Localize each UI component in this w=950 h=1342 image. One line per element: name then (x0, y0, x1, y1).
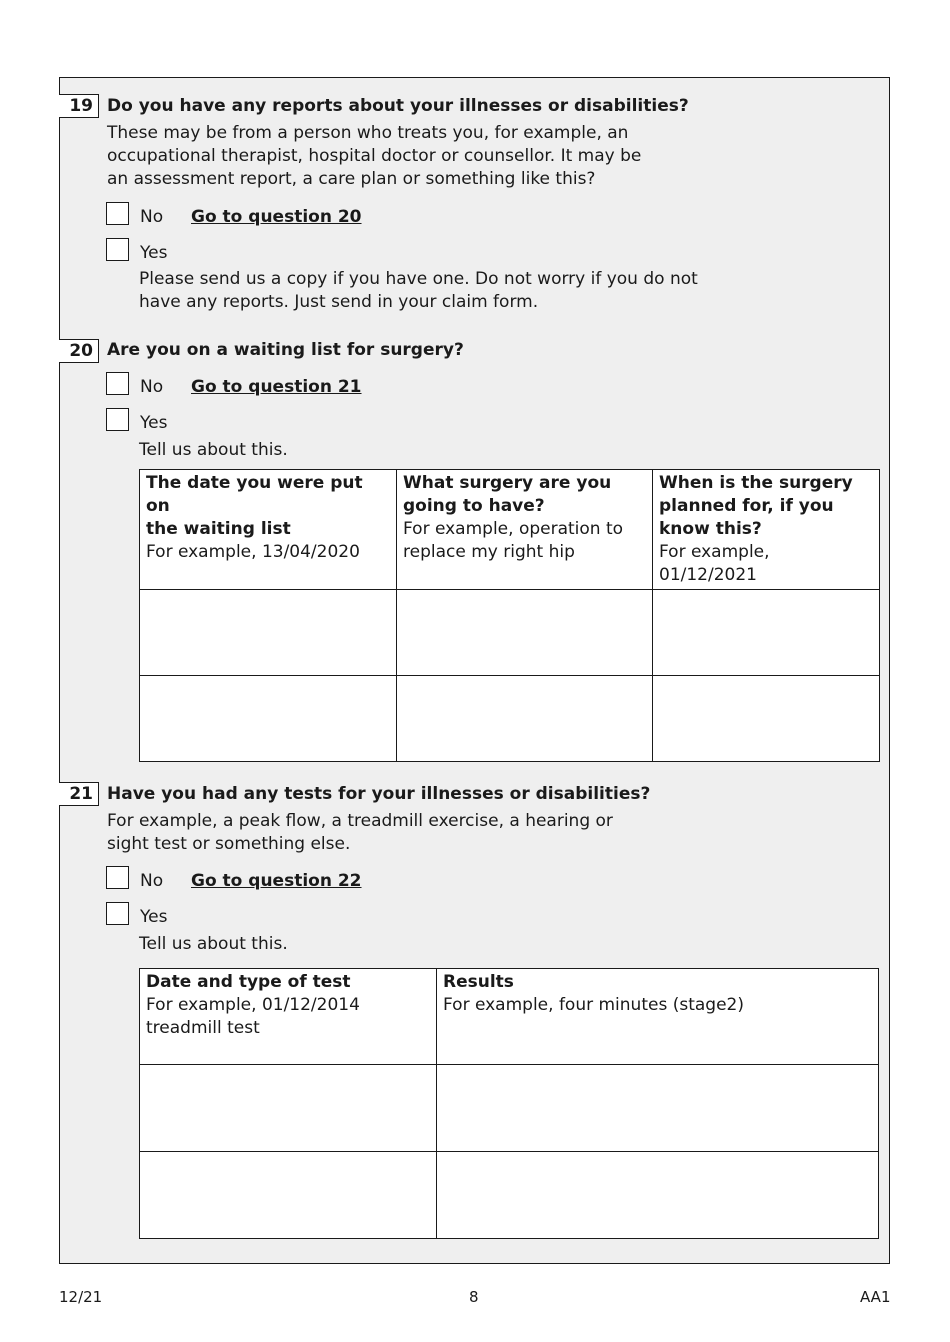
q21-tell-us: Tell us about this. (139, 934, 288, 954)
tests-col-date-type (140, 969, 437, 1065)
surgery-planned-input[interactable] (653, 590, 880, 676)
surgery-date-input[interactable] (140, 676, 397, 762)
tests-col-results-heading: Results (443, 972, 514, 992)
surgery-table (139, 469, 880, 762)
surgery-col-type-hint: replace my right hip (403, 542, 575, 562)
tests-col-results (437, 969, 879, 1065)
surgery-col-type-hint: For example, operation to (403, 519, 624, 539)
surgery-col-type (397, 470, 653, 590)
tests-col-date-type-hint: treadmill test (146, 1018, 260, 1038)
tests-entry-row (140, 1152, 879, 1239)
question-21-intro-line: sight test or something else. (107, 834, 351, 854)
q20-goto-link[interactable]: Go to question 21 (191, 377, 362, 397)
surgery-col-planned-hint: For example, (659, 542, 770, 562)
q19-yes-note-line: Please send us a copy if you have one. Do not worry if you do not (139, 269, 698, 289)
q19-yes-label: Yes (140, 243, 168, 263)
surgery-planned-input[interactable] (653, 676, 880, 762)
surgery-col-date (140, 470, 397, 590)
surgery-entry-row (140, 590, 880, 676)
q20-tell-us: Tell us about this. (139, 440, 288, 460)
question-21-number: 21 (59, 782, 99, 806)
test-results-input[interactable] (437, 1152, 879, 1239)
surgery-col-planned-hint: 01/12/2021 (659, 565, 757, 585)
q20-no-label: No (140, 377, 164, 397)
tests-table (139, 968, 879, 1239)
surgery-col-planned-heading: When is the surgery (659, 473, 853, 493)
q21-goto-link[interactable]: Go to question 22 (191, 871, 362, 891)
question-21-title: Have you had any tests for your illnesses or disabilities? (107, 784, 651, 804)
surgery-col-planned (653, 470, 880, 590)
question-19-intro-line: an assessment report, a care plan or something like this? (107, 169, 596, 189)
surgery-type-input[interactable] (397, 590, 653, 676)
surgery-entry-row (140, 676, 880, 762)
surgery-col-date-heading: The date you were put on (146, 473, 363, 516)
surgery-col-planned-heading: planned for, if you (659, 496, 834, 516)
q21-yes-label: Yes (140, 907, 168, 927)
q20-yes-checkbox[interactable] (106, 408, 129, 431)
footer-date: 12/21 (59, 1288, 103, 1306)
question-20-title: Are you on a waiting list for surgery? (107, 340, 464, 360)
question-21-intro (107, 810, 613, 856)
question-19-intro-line: These may be from a person who treats you, for example, an (107, 123, 629, 143)
q21-no-checkbox[interactable] (106, 866, 129, 889)
question-19-title: Do you have any reports about your illnesses or disabilities? (107, 96, 689, 116)
tests-entry-row (140, 1065, 879, 1152)
surgery-col-type-heading: going to have? (403, 496, 545, 516)
q19-yes-checkbox[interactable] (106, 238, 129, 261)
tests-table-header-row (140, 969, 879, 1065)
test-date-type-input[interactable] (140, 1152, 437, 1239)
question-19-intro-line: occupational therapist, hospital doctor or counsellor. It may be (107, 146, 642, 166)
question-20-number: 20 (59, 339, 99, 363)
question-19-number: 19 (59, 94, 99, 118)
question-19-intro (107, 122, 641, 191)
surgery-col-date-heading: the waiting list (146, 519, 291, 539)
q19-yes-note (139, 268, 698, 314)
tests-col-date-type-heading: Date and type of test (146, 972, 351, 992)
q19-no-label: No (140, 207, 164, 227)
surgery-type-input[interactable] (397, 676, 653, 762)
surgery-col-date-hint: For example, 13/04/2020 (146, 542, 360, 562)
q20-no-checkbox[interactable] (106, 372, 129, 395)
test-date-type-input[interactable] (140, 1065, 437, 1152)
footer-form-code: AA1 (860, 1288, 891, 1306)
q21-yes-checkbox[interactable] (106, 902, 129, 925)
test-results-input[interactable] (437, 1065, 879, 1152)
q19-no-checkbox[interactable] (106, 202, 129, 225)
q21-no-label: No (140, 871, 164, 891)
surgery-table-header-row (140, 470, 880, 590)
surgery-col-planned-heading: know this? (659, 519, 762, 539)
tests-col-date-type-hint: For example, 01/12/2014 (146, 995, 360, 1015)
tests-col-results-hint: For example, four minutes (stage2) (443, 995, 744, 1015)
surgery-col-type-heading: What surgery are you (403, 473, 612, 493)
q19-goto-link[interactable]: Go to question 20 (191, 207, 362, 227)
surgery-date-input[interactable] (140, 590, 397, 676)
question-21-intro-line: For example, a peak flow, a treadmill exercise, a hearing or (107, 811, 613, 831)
q19-yes-note-line: have any reports. Just send in your claim form. (139, 292, 539, 312)
footer-page-number: 8 (469, 1288, 479, 1306)
q20-yes-label: Yes (140, 413, 168, 433)
